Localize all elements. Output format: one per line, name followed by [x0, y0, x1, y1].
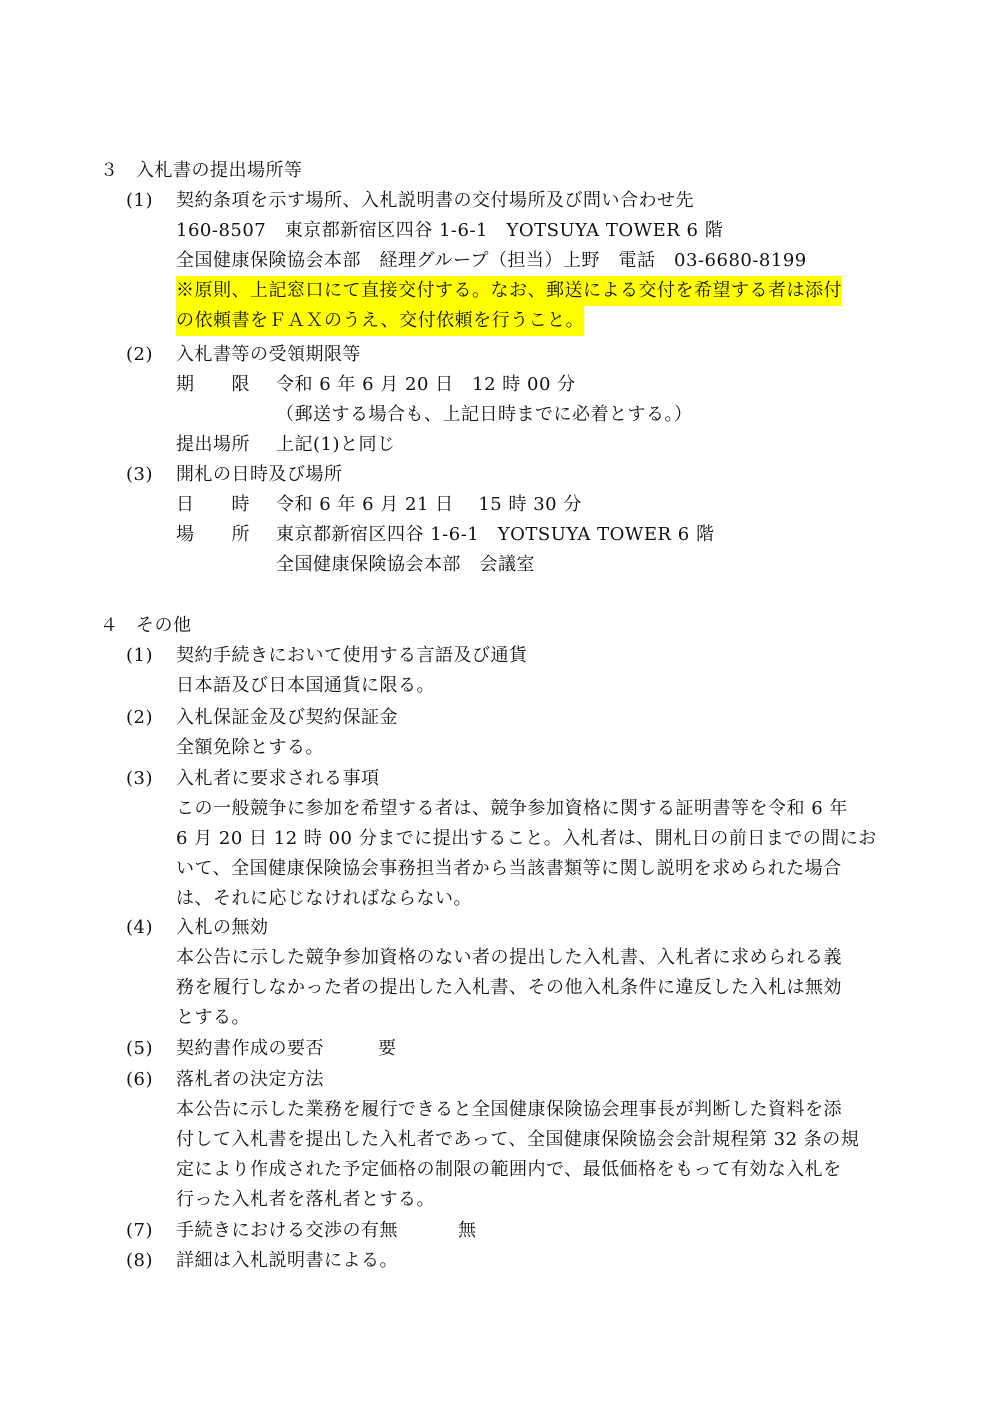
section-4-item-3-body-line: この一般競争に参加を希望する者は、競争参加資格に関する証明書等を令和 6 年 [176, 798, 848, 819]
section-3-number: ３ [100, 160, 119, 181]
opening-place-line-2: 全国健康保険協会本部 会議室 [276, 554, 535, 575]
section-4-item-2-number: (2) [126, 707, 153, 728]
section-4-item-3-body-line: 6 月 20 日 12 時 00 分までに提出すること。入札者は、開札日の前日までの間にお [176, 828, 877, 849]
section-3-item-1-notice-line-2: の依頼書をＦＡＸのうえ、交付依頼を行うこと。 [176, 306, 584, 336]
opening-place-line-1: 東京都新宿区四谷 1-6-1 YOTSUYA TOWER 6 階 [276, 524, 715, 545]
section-4-item-4-body-line: 務を履行しなかった者の提出した入札書、その他入札条件に違反した入札は無効 [176, 977, 842, 998]
section-3-item-1-notice-line-1: ※原則、上記窓口にて直接交付する。なお、郵送による交付を希望する者は添付 [176, 276, 842, 306]
section-4-item-8-title: 詳細は入札説明書による。 [176, 1250, 398, 1271]
section-4-title: その他 [136, 615, 192, 636]
section-4-item-7-number: (7) [126, 1220, 153, 1241]
opening-datetime-value: 令和 6 年 6 月 21 日 15 時 30 分 [276, 494, 582, 515]
section-4-item-6-body-line: 定により作成された予定価格の制限の範囲内で、最低価格をもって有効な入札を [176, 1159, 842, 1180]
section-3-item-1-contact: 全国健康保険協会本部 経理グループ（担当）上野 電話 03-6680-8199 [176, 250, 807, 271]
submission-place-label: 提出場所 [176, 434, 250, 455]
section-4-item-5-value: 要 [378, 1038, 397, 1059]
section-4-item-3-body-line: は、それに応じなければならない。 [176, 888, 472, 909]
section-4-item-4-body-line: 本公告に示した競争参加資格のない者の提出した入札書、入札者に求められる義 [176, 947, 842, 968]
section-4-number: ４ [100, 615, 119, 636]
section-4-item-5-number: (5) [126, 1038, 153, 1059]
section-3-title: 入札書の提出場所等 [136, 160, 303, 181]
section-4-item-2-title: 入札保証金及び契約保証金 [176, 707, 398, 728]
section-4-item-7-value: 無 [458, 1220, 477, 1241]
section-4-item-8-number: (8) [126, 1250, 153, 1271]
section-3-item-2-title: 入札書等の受領期限等 [176, 344, 361, 365]
section-4-item-6-number: (6) [126, 1069, 153, 1090]
section-4-item-7-title: 手続きにおける交渉の有無 [176, 1220, 398, 1241]
section-4-item-3-title: 入札者に要求される事項 [176, 768, 380, 789]
section-3-item-1-title: 契約条項を示す場所、入札説明書の交付場所及び問い合わせ先 [176, 190, 694, 211]
section-4-item-4-body-line: とする。 [176, 1007, 250, 1028]
deadline-value: 令和 6 年 6 月 20 日 12 時 00 分 [276, 374, 576, 395]
section-4-item-3-body-line: いて、全国健康保険協会事務担当者から当該書類等に関し説明を求められた場合 [176, 858, 842, 879]
section-4-item-3-number: (3) [126, 768, 153, 789]
section-3-item-2-number: (2) [126, 344, 153, 365]
section-4-item-6-body-line: 行った入札者を落札者とする。 [176, 1189, 435, 1210]
section-3-item-3-title: 開札の日時及び場所 [176, 464, 343, 485]
section-4-item-1-title: 契約手続きにおいて使用する言語及び通貨 [176, 645, 528, 666]
opening-datetime-label: 日 時 [176, 494, 250, 515]
section-4-item-6-title: 落札者の決定方法 [176, 1069, 324, 1090]
section-4-item-6-body-line: 本公告に示した業務を履行できると全国健康保険協会理事長が判断した資料を添 [176, 1099, 842, 1120]
section-4-item-6-body-line: 付して入札書を提出した入札者であって、全国健康保険協会会計規程第 32 条の規 [176, 1129, 860, 1150]
section-3-item-1-address: 160-8507 東京都新宿区四谷 1-6-1 YOTSUYA TOWER 6 階 [176, 220, 724, 241]
deadline-label: 期 限 [176, 374, 250, 395]
section-4-item-4-title: 入札の無効 [176, 917, 269, 938]
deadline-note: （郵送する場合も、上記日時までに必着とする。） [276, 404, 693, 425]
section-4-item-5-title: 契約書作成の要否 [176, 1038, 324, 1059]
section-3-item-3-number: (3) [126, 464, 153, 485]
section-4-item-4-number: (4) [126, 917, 153, 938]
section-4-item-2-body: 全額免除とする。 [176, 737, 324, 758]
section-3-item-1-number: (1) [126, 190, 153, 211]
submission-place-value: 上記(1)と同じ [276, 434, 396, 455]
opening-place-label: 場 所 [176, 524, 250, 545]
section-4-item-1-number: (1) [126, 645, 153, 666]
section-4-item-1-body: 日本語及び日本国通貨に限る。 [176, 675, 435, 696]
